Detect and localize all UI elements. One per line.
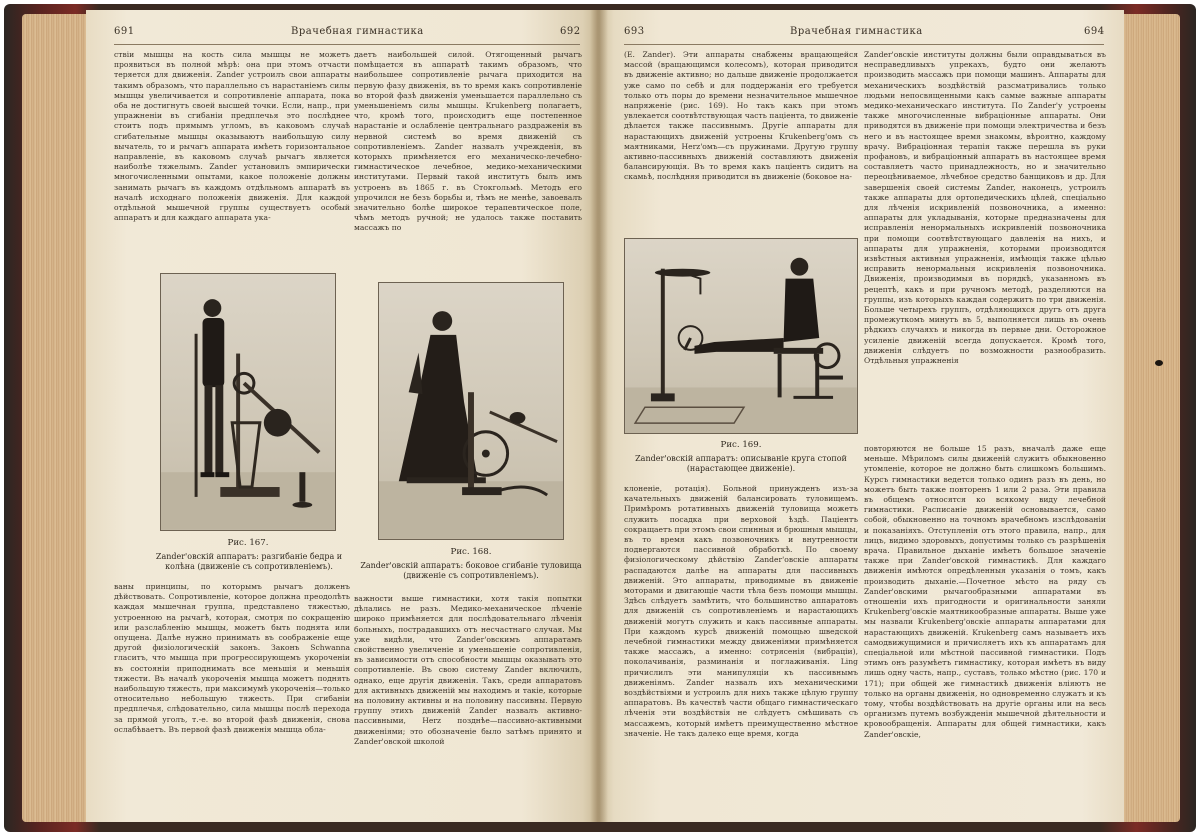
seated-woman-apparatus-illustration (379, 283, 563, 539)
figure-169-image (624, 238, 858, 434)
book-gutter (590, 10, 608, 822)
paragraph: повторяются не больше 15 разъ, вначалѣ даже еще меньше. Мѣриломъ силы движеній служитъ обыкновенно утомленіе, которое не должно быть слишкомъ большимъ. Курсъ гимнастики ведется только одинъ разъ въ день, но можетъ быть также повторенъ 1 или 2 раза. Эти правила въ общемъ относятся ко всякому виду лечебной гимнастики. Расписаніе движеній основывается, само собой, обыкновенно на точномъ врачебномъ изслѣдованіи и показаніяхъ. Отступленія отъ этого правила, напр., для лицъ, видимо здоровыхъ, допустимы только съ разрѣшенія врача. Правильное дыханіе имѣетъ большое значеніе также при Zander'овской гимнастикѣ. Для каждаго движенія имѣются опредѣленныя указанія о томъ, какъ производить дыханіе.—Почетное мѣсто на ряду съ Zander'овскими рычагообразными аппаратами въ отношеніи ихъ пригодности и оригинальности заняли Krukenberg'овскіе маятникообразные аппараты. Выше уже мы назвали Krukenberg'овскіе аппараты аппаратами для нарастающихъ движеній. Krukenberg самъ называетъ ихъ самодвижущимися и причисляетъ ихъ къ аппаратамъ для спеціальной или мѣстной пассивной гимнастики. Подъ этимъ онъ разумѣетъ гимнастику, которая имѣетъ въ виду лишь одну часть, напр., суставъ, только мѣстно (рис. 170 и 171); при общей же гимнастикѣ движенія вліяютъ не только на органы движенія, но одновременно служатъ и къ тому, чтобы воздѣйствовать на другіе органы или на весь организмъ путемъ возбужденія мышечной дѣятельности и кровообращенія. Аппараты для общей гимнастики, какъ Zander'овскіе, (864, 444, 1106, 739)
right-running-head (598, 26, 1124, 44)
right-header-rule (624, 44, 1104, 45)
figure-168-number: Рис. 168. (450, 547, 492, 557)
figure-167-image (160, 273, 336, 531)
right-col2-top-text (864, 50, 1106, 444)
right-col1-top-text (624, 50, 858, 230)
figure-168-caption: Zander'овскій аппаратъ: боковое сгибаніе туловища (движеніе съ сопротивленіемъ). (360, 561, 582, 580)
left-running-head (86, 26, 598, 44)
page-number-692: 692 (560, 26, 581, 37)
left-page (86, 10, 598, 822)
paragraph: ваны принципы, по которымъ рычагъ долженъ дѣйствовать. Сопротивленіе, которое должна преодолѣть каждая мышечная группа, представлено тяжестью, устроенною на рычагѣ, которая, смотря по сокращенію или разслабленію мышцы, можетъ быть поднята или опущена. Далѣе нужно принимать въ соображеніе еще другой физіологическій законъ. Законъ Schwanna гласитъ, что мышца при прогрессирующемъ укороченіи въ состояніи приподнимать все меньшія и меньшія тяжести. Въ началѣ укороченія мышца можетъ поднять наибольшую тяжесть, при максимумѣ укороченія—только относительно небольшую тяжесть. При сгибаніи предплечья, слѣдовательно, сила мышцы послѣ перехода за прямой уголъ, т.-е. во второй фазѣ движенія, снова ослабѣваетъ. Въ первой фазѣ движенія мышца обла- (114, 582, 350, 734)
paragraph: Zander'овскіе институты должны были оправдываться въ несправедливыхъ упрекахъ, будто они желаютъ производить массажъ при помощи машинъ. Аппараты для механическихъ воздѣйствій разсматривались только людьми непосвященными какъ самые важные аппараты медико-механическаго института. По Zander'у устроены также многочисленные вибраціонные аппараты. Они приводятся въ движеніе при помощи электричества и безъ него и въ настоящее время знакомы, вѣроятно, каждому врачу. Вибраціонная терапія также перешла въ руки профановъ, и вибраціонный аппаратъ въ настоящее время составляетъ часто принадлежность, но и значительно переоцѣниваемое, лѣчебное средство банщиковъ и др. Для завершенія своей системы Zander, наконецъ, устроилъ также аппараты для ортопедическихъ цѣлей, спеціально для лѣченія искривленій позвоночника, а именно: аппараты для укладыванія, которые предназначены для исправленія ненормальныхъ искривленій позвоночника при помощи соотвѣтствующаго давленія на нихъ, и аппараты для упражненія, которыми производятся извѣстныя активныя упражненія, имѣющія также цѣлью исправить ненормальныя искривленія позвоночника. Движенія, производимыя въ порядкѣ, указанномъ въ рецептѣ, какъ и при ручномъ методѣ, разделяются на группы, изъ которыхъ каждая содержитъ по три движенія. Больше четырехъ группъ, отдѣляющихся другъ отъ друга промежуткомъ минутъ въ 5, выполняется лишь въ очень рѣдкихъ случаяхъ и никогда въ первые дни. Осторожное усиленіе движеній всегда допускается. Кромѣ того, движенія слѣдуетъ по возможности разнообразить. Отдѣльныя упражненія (864, 50, 1106, 366)
seated-man-foot-apparatus-illustration (625, 239, 857, 433)
figure-167-caption: Zander'овскій аппаратъ: разгибаніе бедра и колѣна (движеніе съ сопротивленіемъ). (155, 552, 343, 571)
left-header-rule (114, 44, 580, 45)
paragraph: даетъ наибольшей силой. Отягощенный рычагъ помѣщается въ аппаратѣ такимъ образомъ, что наибольшее сопротивленіе рычага приходится на первую фазу движенія, въ то время какъ сопротивленіе во второй фазѣ движенія уменьшается параллельно съ уменьшеніемъ силы мышцы. Krukenberg полагаетъ, что, кромѣ того, происходитъ еще постепенное нарастаніе и ослабленіе центральнаго раздраженія въ нервной системѣ во время движеній съ сопротивленіемъ. Zander назвалъ учрежденія, въ которыхъ примѣняется его механическо-лечебно-гимнастическое лечебное, медико-механическими институтами. Первый такой институтъ былъ имъ устроенъ въ 1865 г. въ Стокгольмѣ. Методъ его упрочился не безъ борьбы и, тѣмъ не менѣе, завоевалъ значительно болѣе широкое терапевтическое поле, чѣмъ методъ ручной; не удалось также поставить массажъ по (354, 50, 582, 233)
figure-167-number: Рис. 167. (227, 538, 269, 548)
left-col1-bottom-text (114, 582, 350, 818)
right-col2-bottom-text (864, 444, 1106, 818)
right-header-title: Врачебная гимнастика (790, 26, 923, 37)
page-number-691: 691 (114, 26, 135, 37)
page-number-694: 694 (1084, 26, 1105, 37)
page-edges-left (22, 14, 92, 822)
paragraph: клоненіе, ротація). Больной принужденъ изъ-за качательныхъ движеній балансировать туловищемъ. Примѣромъ ротативныхъ движеній туловища можетъ служить посадка при верховой ѣздѣ. Пацiентъ сокращаетъ при этомъ свои спинныя и брюшныя мышцы, въ то время какъ позвоночникъ и внутренности подвергаются пассивной обработкѣ. По своему физіологическому дѣйствію Zander'овскіе аппараты распадаются далѣе на аппараты для пассивныхъ движеній. Это аппараты, приводимые въ движеніе моторами и двигающіе части тѣла безъ помощи мышцы. Здѣсь слѣдуетъ замѣтить, что большинство аппаратовъ для движеній съ сопротивленіемъ и нарастающихъ движеній могутъ служить и какъ пассивные аппараты. При каждомъ курсѣ движеній помощью шведской лечебной гимнастики между движеніями примѣняется также массажъ, а именно: сотрясенія (вибраціи), поколачиванія, разминанія и поглаживанія. Ling причислилъ эти манипуляціи къ пассивнымъ движеніямъ. Zander назвалъ ихъ механическими воздѣйствіями и устроилъ для нихъ также цѣлую группу аппаратовъ. Въ качествѣ части общаго гимнастическаго лѣченія эти воздѣйствія не слѣдуетъ смѣшивать съ массажемъ, который имѣетъ преимущественно мѣстное значеніе. Не такъ далеко еще время, когда (624, 484, 858, 738)
paragraph: (E. Zander). Эти аппараты снабжены вращающейся массой (вращающимся колесомъ), которая приводится въ движеніе активно; но дальше движеніе продолжается уже само по себѣ и для поддержанія его требуется только отъ поры до времени незначительное мышечное напряженіе (рис. 169). Но такъ какъ при этомъ увлекается соотвѣтствующая часть пацiента, то движеніе дѣлается также пассивнымъ. Другіе аппараты для нарастающихъ движеній устроены Krukenberg'омъ съ маятниками, Herz'омъ—съ пружинами. Другую группу активно-пассивныхъ движеній составляютъ движенія балансирующія. Въ то время какъ пацiентъ сидитъ на скамьѣ, послѣдняя приводится въ движеніе (боковое на- (624, 50, 858, 182)
standing-man-apparatus-illustration (161, 274, 335, 530)
ink-spot (1155, 360, 1163, 366)
left-col2-bottom-text (354, 594, 582, 818)
left-col1-top-text (114, 50, 350, 260)
figure-168-image (378, 282, 564, 540)
figure-169-number: Рис. 169. (720, 440, 762, 450)
page-number-693: 693 (624, 26, 645, 37)
paragraph: ствіи мышцы на кость сила мышцы не можетъ проявиться въ полной мѣрѣ: она при этомъ отчасти теряется для движенія. Zander устроилъ свои аппараты такимъ образомъ, что параллельно съ нарастаніемъ силы мышцы увеличивается и сопротивленіе аппарата, пока оба не достигнутъ своей высшей точки. Если, напр., при упражненіи въ сгибаніи предплечья это послѣднее стоитъ подъ прямымъ угломъ, въ каковомъ случаѣ сгибательные мышцы оказываютъ наибольшую силу вычатель, то и рычагъ аппарата имѣетъ горизонтальное направленіе, въ каковомъ случаѣ рычагъ является наиболѣе тяжелымъ. Zander установилъ эмпирически многочисленными опытами, какое положеніе должны занимать рычагъ въ каждомъ отдѣльномъ аппаратѣ въ началѣ исходнаго положенія движенія. Для каждой отдѣльной мышечной группы существуетъ особый аппаратъ и для каждаго аппарата ука- (114, 50, 350, 223)
left-header-title: Врачебная гимнастика (291, 26, 424, 37)
right-page (598, 10, 1124, 822)
paragraph: важности выше гимнастики, хотя такія попытки дѣлались не разъ. Медико-механическое лѣченіе широко примѣняется для послѣдовательнаго лѣченія больныхъ, пострадавшихъ отъ несчастнаго случая. Мы уже видѣли, что Zander'овскимъ аппаратамъ свойственно увеличеніе и уменьшеніе сопротивленія, въ зависимости отъ способности мышцы оказывать это сопротивленіе. Въ свою систему Zander включилъ, однако, еще другія движенія. Такъ, среди аппаратовъ для активныхъ движеній мы находимъ и такіе, которые на половину активны и на половину пассивны. Первую группу этихъ движеній Zander назвалъ активно-пассивными, Herz позднѣе—пассивно-активными движеніями; это обозначеніе было затѣмъ принято и Zander'овской школой (354, 594, 582, 746)
figure-169-caption: Zander'овскій аппаратъ: описываніе круга стопой (нарастающее движеніе). (635, 454, 847, 473)
left-col2-top-text (354, 50, 582, 260)
page-edges-right (1118, 14, 1180, 822)
right-col1-bottom-text (624, 484, 858, 818)
